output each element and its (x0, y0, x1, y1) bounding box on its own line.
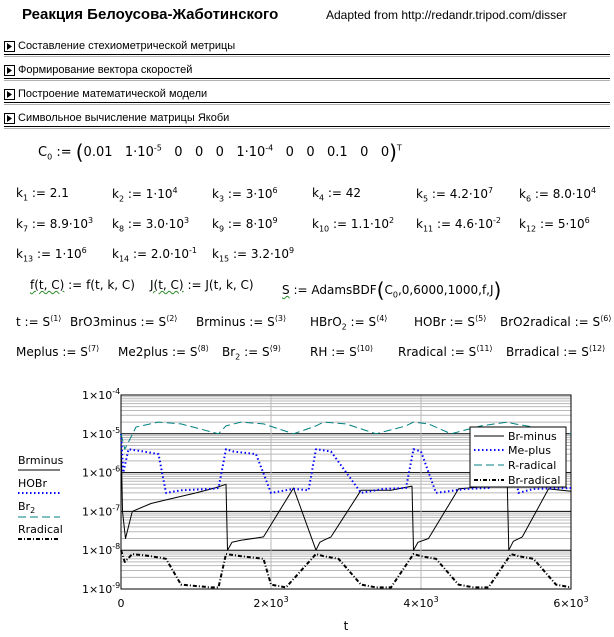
region-label: Формирование вектора скоростей (18, 64, 193, 76)
k-symbol: k (312, 217, 319, 231)
out-br2[interactable]: $Br_2$ := $S^{⟨9⟩}$ (222, 344, 281, 362)
y-axis-ticks (82, 387, 120, 596)
k-exponent: 6 (272, 186, 278, 195)
arg-c-sub: 0 (392, 290, 398, 300)
column-index: 3 (277, 314, 284, 323)
region-label: Символьное вычисление матрицы Якоби (18, 112, 230, 124)
out-bro2radical[interactable]: BrO2radical := $S^{⟨6⟩}$ (500, 314, 612, 329)
y-tick-label: $1\times 10^{-9}$ (82, 581, 121, 596)
region-label: Составление стехиометрической метрицы (18, 40, 236, 52)
k12-definition[interactable]: $k_{12}$ := $5\cdot 10^6$ (519, 216, 590, 234)
k-symbol: k (212, 217, 219, 231)
j-lhs: J(t, C) (150, 278, 184, 292)
k-value: 2.0·10 (150, 247, 190, 261)
k4-definition[interactable]: $k_4$ := 42 (312, 186, 362, 203)
x-axis-ticks (118, 595, 589, 610)
var-name: Rradical (398, 345, 447, 359)
column-index: 6 (603, 314, 609, 323)
k-symbol: k (212, 187, 219, 201)
region-divider-shadow (4, 56, 610, 57)
k-symbol: k (519, 217, 526, 231)
collapsed-region-stoichiometric[interactable] (4, 36, 610, 56)
s-definition[interactable] (282, 278, 501, 302)
x-axis-label: t (343, 619, 349, 633)
k-index: 8 (118, 224, 125, 234)
k-symbol: k (416, 217, 423, 231)
trace-label-br2: $Br_2$ (18, 500, 36, 515)
out-me2plus[interactable]: Me2plus := $S^{⟨8⟩}$ (118, 344, 209, 359)
k-value: 8.9·10 (49, 217, 88, 231)
column-index: 4 (379, 314, 385, 323)
var-name: Meplus (16, 345, 59, 359)
column-index: 5 (478, 314, 484, 323)
f-lhs: f(t, C) (30, 278, 65, 292)
c0-value-9: 0.1 (327, 145, 348, 160)
trace-label-hobr: HOBr (18, 477, 47, 490)
trace-labels (18, 454, 64, 539)
region-divider (4, 102, 610, 103)
x-tick-label: $2\times 10^3$ (253, 595, 289, 610)
region-divider (4, 126, 610, 127)
c0-value-2: 1·10 (124, 145, 154, 160)
arg-c: C (384, 283, 393, 297)
k3-definition[interactable]: $k_3$ := $3\cdot 10^6$ (212, 186, 278, 204)
c0-value-6-exp: -4 (265, 143, 274, 153)
var-name: Brradical (506, 345, 560, 359)
k-index: 14 (118, 254, 130, 264)
out-rradical[interactable]: Rradical := $S^{⟨11⟩}$ (398, 344, 493, 359)
var-name: t (16, 315, 21, 329)
var-name: BrO3minus (70, 315, 137, 329)
k-index: 13 (22, 254, 34, 264)
column-index: 1 (53, 314, 59, 323)
k-exponent: 6 (584, 216, 590, 225)
k-symbol: k (312, 186, 319, 200)
c0-value-6: 1·10 (236, 145, 266, 160)
region-label: Построение математической модели (18, 88, 208, 100)
k5-definition[interactable]: $k_5$ := $4.2\cdot 10^7$ (416, 186, 494, 204)
k14-definition[interactable]: $k_{14}$ := $2.0\cdot 10^{-1}$ (112, 246, 198, 264)
k15-definition[interactable]: $k_{15}$ := $3.2\cdot 10^9$ (212, 246, 295, 264)
var-name: HBrO (310, 315, 342, 329)
var-name: Br (222, 345, 236, 359)
k-symbol: k (112, 217, 119, 231)
k-exponent: -2 (493, 216, 502, 225)
k-index: 11 (422, 224, 434, 234)
y-tick-label: $1\times 10^{-5}$ (82, 425, 121, 441)
x-tick-label: 0 (117, 597, 125, 610)
c0-name: C (38, 145, 48, 160)
assign-operator: := (293, 283, 308, 297)
open-paren: ( (376, 278, 385, 302)
legend-item-br-radical: Br-radical (508, 474, 561, 487)
var-name: Me2plus (118, 345, 169, 359)
plot-frame (121, 395, 571, 589)
region-divider (4, 78, 610, 79)
region-divider-shadow (4, 80, 610, 81)
open-paren: ( (75, 140, 84, 164)
k-index: 9 (218, 224, 225, 234)
column-index: 9 (272, 344, 278, 353)
var-sub: 2 (235, 352, 241, 362)
k-value: 2.1 (49, 186, 69, 200)
k-index: 5 (422, 194, 429, 204)
y-tick-label: $1\times 10^{-8}$ (82, 542, 121, 558)
out-t[interactable]: t := $S^{⟨1⟩}$ (16, 314, 62, 329)
k-index: 10 (318, 224, 330, 234)
k-exponent: -1 (189, 246, 198, 255)
expand-arrow-icon[interactable] (4, 113, 15, 124)
region-divider (4, 54, 610, 55)
c0-definition[interactable] (38, 140, 402, 164)
c0-value-11: 0 (380, 145, 390, 160)
k-value: 42 (345, 186, 362, 200)
k-value: 5·10 (557, 217, 585, 231)
c0-value-8: 0 (306, 145, 315, 160)
k-exponent: 2 (389, 216, 395, 225)
k-exponent: 4 (172, 186, 178, 195)
concentration-plot[interactable] (0, 380, 614, 637)
k10-definition[interactable]: $k_{10}$ := $1.1\cdot 10^2$ (312, 216, 395, 234)
k-exponent: 9 (289, 246, 295, 255)
c0-value-2-exp: -5 (153, 143, 162, 153)
collapsed-region-jacobian[interactable] (4, 108, 610, 128)
out-brminus[interactable]: Brminus := $S^{⟨3⟩}$ (196, 314, 287, 329)
solver-args: ,0,6000,1000,f,J (397, 283, 494, 297)
var-name: BrO2radical (500, 315, 571, 329)
close-paren: ) (389, 140, 397, 164)
k-index: 1 (22, 193, 29, 203)
c0-value-10: 0 (360, 145, 369, 160)
c0-value-4: 0 (194, 145, 204, 160)
solver-name: AdamsBDF (311, 283, 377, 297)
c0-value-7: 0 (285, 145, 294, 160)
k-value: 8.0·10 (552, 187, 591, 201)
k13-definition[interactable]: $k_{13}$ := $1\cdot 10^6$ (16, 246, 87, 264)
c0-value-3: 0 (174, 145, 183, 160)
transpose-mark: T (396, 143, 402, 153)
assign-operator: := (187, 278, 202, 292)
k-exponent: 3 (183, 216, 190, 225)
k-symbol: k (112, 247, 119, 261)
k6-definition[interactable]: $k_6$ := $8.0\cdot 10^4$ (519, 186, 597, 204)
collapsed-region-rates[interactable] (4, 60, 610, 80)
legend-item-r-radical: R-radical (508, 459, 557, 472)
k-symbol: k (112, 187, 119, 201)
k-index: 2 (118, 194, 125, 204)
column-index: 7 (91, 344, 97, 353)
out-hobr[interactable]: HOBr := $S^{⟨5⟩}$ (414, 314, 487, 329)
k-value: 3.0·10 (145, 217, 184, 231)
k9-definition[interactable]: $k_9$ := $8\cdot 10^9$ (212, 216, 278, 234)
c0-value-5: 0 (215, 145, 224, 160)
k-symbol: k (519, 187, 526, 201)
close-paren: ) (493, 278, 502, 302)
out-rh[interactable]: RH := $S^{⟨10⟩}$ (310, 344, 374, 359)
f-rhs: f(t, k, C) (86, 278, 135, 292)
c0-value-1: 0.01 (83, 145, 113, 160)
k-value: 4.2·10 (449, 187, 488, 201)
region-divider-shadow (4, 104, 610, 105)
k-value: 4.6·10 (454, 217, 494, 231)
assign-operator: := (68, 278, 83, 292)
assign-operator: := (56, 145, 72, 160)
expand-arrow-icon[interactable] (4, 41, 15, 52)
k-exponent: 7 (487, 186, 494, 195)
k-exponent: 6 (81, 246, 87, 255)
k-symbol: k (16, 247, 23, 261)
worksheet-title: Реакция Белоусова-Жаботинского (22, 6, 279, 23)
out-bro3minus[interactable]: BrO3minus := $S^{⟨2⟩}$ (70, 314, 178, 329)
k-index: 7 (22, 224, 29, 234)
out-hbro2[interactable]: HBrO$_2$ := $S^{⟨4⟩}$ (310, 314, 388, 332)
f-definition[interactable] (30, 278, 135, 292)
trace-label-brminus: Brminus (18, 454, 64, 467)
k-value: 1.1·10 (350, 217, 390, 231)
trace-label-rradical: Rradical (18, 523, 63, 536)
k-value: 1·10 (145, 187, 173, 201)
k-exponent: 3 (87, 216, 94, 225)
k-index: 3 (218, 194, 225, 204)
y-tick-label: $1\times 10^{-7}$ (82, 503, 121, 519)
k11-definition[interactable]: $k_{11}$ := $4.6\cdot 10^{-2}$ (416, 216, 502, 234)
j-rhs: J(t, k, C) (205, 278, 254, 292)
k-index: 6 (525, 194, 532, 204)
k-symbol: k (212, 247, 219, 261)
expand-arrow-icon[interactable] (4, 89, 15, 100)
k8-definition[interactable]: $k_8$ := $3.0\cdot 10^3$ (112, 216, 190, 234)
k-index: 12 (525, 224, 537, 234)
k-value: 3·10 (245, 187, 273, 201)
k-symbol: k (16, 217, 23, 231)
k-value: 1·10 (54, 247, 82, 261)
column-index: 12 (591, 344, 603, 353)
k-index: 4 (318, 193, 325, 203)
legend-item-me-plus: Me-plus (508, 444, 551, 457)
var-name: RH (310, 345, 328, 359)
column-index: 10 (359, 344, 371, 353)
plot-legend (470, 427, 566, 487)
var-name: Brminus (196, 315, 246, 329)
k-value: 8·10 (245, 217, 273, 231)
k2-definition[interactable]: $k_2$ := $1\cdot 10^4$ (112, 186, 178, 204)
var-sub: 2 (341, 322, 347, 332)
x-tick-label: $4\times 10^3$ (403, 595, 439, 610)
s-lhs: S (282, 283, 290, 297)
k-index: 15 (218, 254, 230, 264)
legend-item-br-minus: Br-minus (508, 430, 557, 443)
k-symbol: k (416, 187, 423, 201)
y-tick-label: $1\times 10^{-4}$ (82, 387, 121, 402)
collapsed-region-model[interactable] (4, 84, 610, 104)
out-brradical[interactable]: Brradical := $S^{⟨12⟩}$ (506, 344, 606, 359)
k-value: 3.2·10 (250, 247, 290, 261)
region-divider-shadow (4, 128, 610, 129)
plot-grid (121, 395, 571, 589)
y-tick-label: $1\times 10^{-6}$ (82, 464, 121, 480)
j-definition[interactable] (150, 278, 254, 292)
c0-subscript: 0 (47, 152, 53, 162)
k-symbol: k (16, 186, 23, 200)
expand-arrow-icon[interactable] (4, 65, 15, 76)
source-note: Adapted from http://redandr.tripod.com/disser (326, 8, 567, 22)
k-exponent: 4 (590, 186, 597, 195)
column-index: 8 (200, 344, 206, 353)
k-exponent: 9 (272, 216, 278, 225)
k7-definition[interactable]: $k_7$ := $8.9\cdot 10^3$ (16, 216, 94, 234)
k1-definition[interactable]: $k_1$ := 2.1 (16, 186, 69, 203)
var-name: HOBr (414, 315, 446, 329)
x-tick-label: $6\times 10^3$ (553, 595, 589, 610)
out-meplus[interactable]: Meplus := $S^{⟨7⟩}$ (16, 344, 100, 359)
column-index: 2 (169, 314, 175, 323)
column-index: 11 (479, 344, 490, 353)
